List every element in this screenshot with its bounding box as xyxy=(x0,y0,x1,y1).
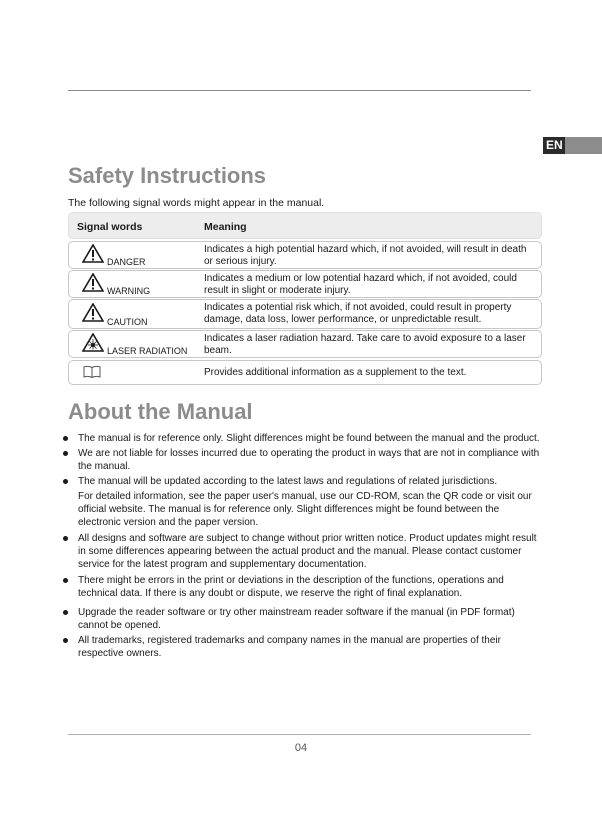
signal-label: WARNING xyxy=(107,286,151,296)
list-item xyxy=(62,634,542,660)
bullet-dot xyxy=(63,479,68,484)
safety-intro: The following signal words might appear in the manual. xyxy=(68,197,325,209)
header-signal-words: Signal words xyxy=(77,221,143,233)
signal-meaning: Provides additional information as a supplement to the text. xyxy=(204,367,467,378)
signal-label: CAUTION xyxy=(107,317,148,327)
list-item xyxy=(62,447,542,473)
signal-row-caution xyxy=(68,299,542,329)
signal-row-note xyxy=(68,360,542,385)
warning-triangle-icon xyxy=(82,244,104,263)
bullet-dot xyxy=(63,638,68,643)
signal-row-laser-radiation xyxy=(68,330,542,358)
signal-meaning: Indicates a potential risk which, if not avoided, could result in property damage, data loss, lower performance, or unpredictable result. xyxy=(204,302,512,325)
signal-row-danger xyxy=(68,241,542,269)
bullet-text: The manual is for reference only. Slight differences might be found between the manual and the product. xyxy=(78,433,540,444)
top-divider xyxy=(68,90,531,91)
warning-triangle-icon xyxy=(82,303,104,322)
list-item xyxy=(62,532,542,571)
signal-row-warning xyxy=(68,270,542,298)
bullet-text: Upgrade the reader software or try other mainstream reader software if the manual (in PDF format) cannot be opened. xyxy=(78,607,515,631)
safety-title: Safety Instructions xyxy=(68,163,267,188)
bullet-dot xyxy=(63,451,68,456)
note-book-icon xyxy=(83,365,101,379)
list-item xyxy=(62,475,542,529)
bullet-text: All designs and software are subject to change without prior written notice. Product updates might result in some differences appearing between the actual product and the manual. Please contact customer service for the latest program and supplementary documentation. xyxy=(78,533,537,570)
about-bullet-list xyxy=(62,432,542,660)
list-item xyxy=(62,574,542,600)
signal-meaning: Indicates a laser radiation hazard. Take care to avoid exposure to a laser beam. xyxy=(204,333,526,356)
signal-label: DANGER xyxy=(107,257,146,267)
list-item xyxy=(62,606,542,632)
bullet-text: We are not liable for losses incurred due to operating the product in ways that are not in compliance with the manual. xyxy=(78,448,540,472)
list-item xyxy=(62,432,542,445)
signal-meaning: Indicates a high potential hazard which, if not avoided, will result in death or serious injury. xyxy=(204,244,527,267)
bullet-extra-text: For detailed information, see the paper user's manual, use our CD-ROM, scan the QR code or visit our official website. The manual is for reference only. Slight differences might be found between the electronic version and the paper version. xyxy=(78,491,532,528)
language-label: EN xyxy=(546,138,563,152)
bullet-dot xyxy=(63,610,68,615)
bullet-dot xyxy=(63,436,68,441)
signal-label: LASER RADIATION xyxy=(107,346,188,356)
bullet-dot xyxy=(63,536,68,541)
page-number: 04 xyxy=(294,742,308,754)
warning-triangle-icon xyxy=(82,273,104,292)
bottom-divider xyxy=(68,734,531,735)
bullet-text: The manual will be updated according to the latest laws and regulations of related jurisdictions. xyxy=(78,476,498,487)
signal-meaning: Indicates a medium or low potential hazard which, if not avoided, could result in slight or moderate injury. xyxy=(204,273,517,296)
laser-warning-icon xyxy=(82,333,104,352)
signal-table-header xyxy=(68,212,542,239)
header-meaning: Meaning xyxy=(204,221,247,233)
bullet-text: There might be errors in the print or deviations in the description of the functions, operations and technical data. If there is any doubt or dispute, we reserve the right of final explanation. xyxy=(78,575,504,599)
about-title: About the Manual xyxy=(68,399,253,424)
bullet-text: All trademarks, registered trademarks and company names in the manual are properties of their respective owners. xyxy=(78,635,501,659)
bullet-dot xyxy=(63,578,68,583)
language-tab xyxy=(543,137,602,154)
